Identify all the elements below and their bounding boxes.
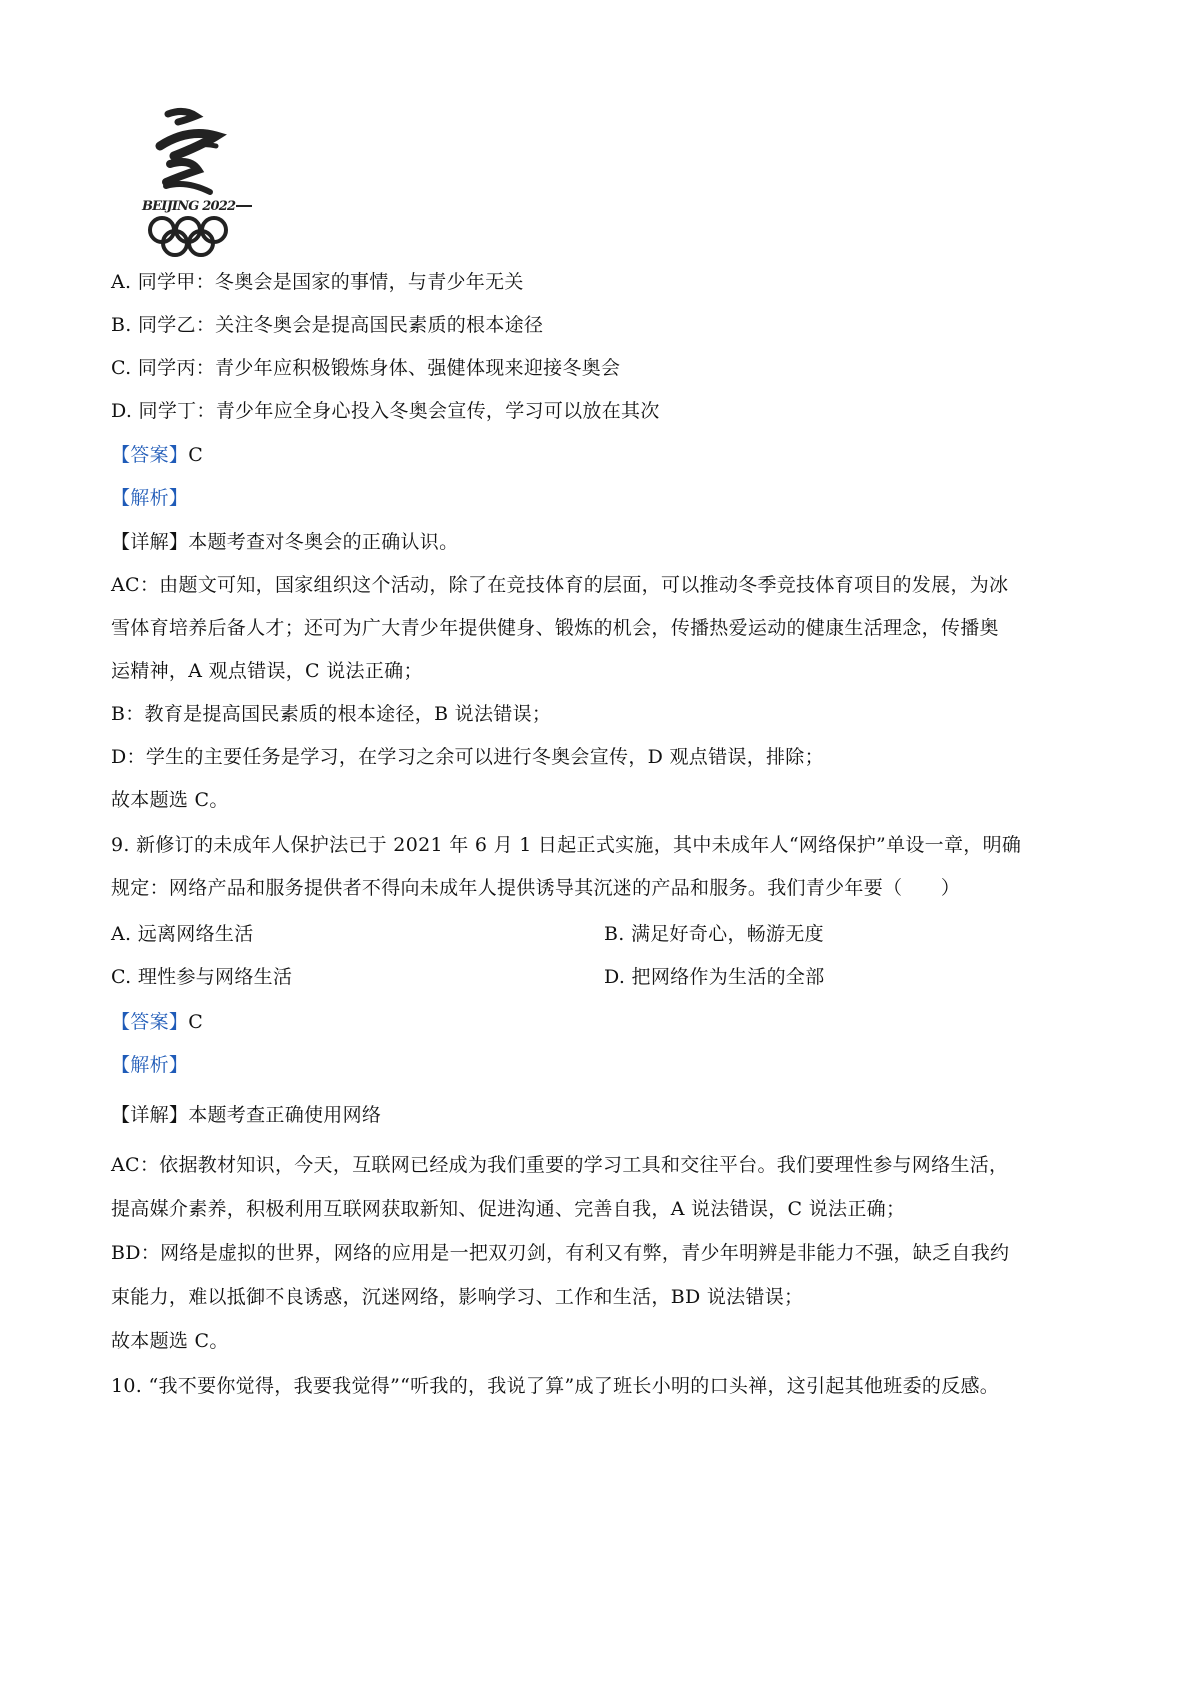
q8-detail-ac-1: AC：由题文可知，国家组织这个活动，除了在竞技体育的层面，可以推动冬季竞技体育项目的发展，为冰 (111, 574, 1009, 596)
q9-stem-2: 规定：网络产品和服务提供者不得向未成年人提供诱导其沉迷的产品和服务。我们青少年要（ ） (111, 877, 961, 899)
q9-conclusion: 故本题选 C。 (111, 1330, 229, 1352)
q8-detail-ac-2: 雪体育培养后备人才；还可为广大青少年提供健身、锻炼的机会，传播热爱运动的健康生活理念，传播奥 (111, 617, 999, 639)
q9-option-a: A. 远离网络生活 (111, 923, 254, 945)
q9-option-d: D. 把网络作为生活的全部 (604, 966, 825, 988)
q9-detail-heading: 【详解】本题考查正确使用网络 (111, 1104, 382, 1126)
q8-detail-heading: 【详解】本题考查对冬奥会的正确认识。 (111, 531, 459, 553)
q8-conclusion: 故本题选 C。 (111, 789, 229, 811)
q9-detail-bd-2: 束能力，难以抵御不良诱惑，沉迷网络，影响学习、工作和生活，BD 说法错误； (111, 1286, 804, 1308)
beijing-2022-emblem-icon (140, 106, 270, 266)
q8-detail-b: B：教育是提高国民素质的根本途径，B 说法错误； (111, 703, 552, 725)
answer-tag: 【答案】 (111, 1011, 189, 1033)
q9-detail-ac-1: AC：依据教材知识，今天，互联网已经成为我们重要的学习工具和交往平台。我们要理性参与网络生活， (111, 1154, 1009, 1176)
answer-value: C (188, 1011, 204, 1033)
q9-detail-bd-1: BD：网络是虚拟的世界，网络的应用是一把双刃剑，有利又有弊，青少年明辨是非能力不强，缺乏自我约 (111, 1242, 1010, 1264)
q8-option-b: B. 同学乙：关注冬奥会是提高国民素质的根本途径 (111, 314, 544, 336)
q9-option-c: C. 理性参与网络生活 (111, 966, 293, 988)
q9-answer (111, 1010, 203, 1034)
q10-stem-1: 10. “我不要你觉得，我要我觉得”“听我的，我说了算”成了班长小明的口头禅，这引起其他班委的反感。 (111, 1375, 1000, 1397)
q8-detail-d: D：学生的主要任务是学习，在学习之余可以进行冬奥会宣传，D 观点错误，排除； (111, 746, 824, 768)
q9-stem-1: 9. 新修订的未成年人保护法已于 2021 年 6 月 1 日起正式实施，其中未成年人“网络保护”单设一章，明确 (111, 834, 1022, 856)
answer-value: C (188, 444, 204, 466)
q8-option-c: C. 同学丙：青少年应积极锻炼身体、强健体现来迎接冬奥会 (111, 357, 621, 379)
q8-answer (111, 443, 203, 467)
q8-option-d: D. 同学丁：青少年应全身心投入冬奥会宣传，学习可以放在其次 (111, 400, 660, 422)
svg-text:BEIJING 2022: BEIJING 2022 (142, 199, 236, 214)
q9-option-b: B. 满足好奇心，畅游无度 (604, 923, 824, 945)
q9-detail-ac-2: 提高媒介素养，积极利用互联网获取新知、促进沟通、完善自我，A 说法错误，C 说法正确； (111, 1198, 906, 1220)
q8-option-a: A. 同学甲：冬奥会是国家的事情，与青少年无关 (111, 271, 524, 293)
q9-analysis-tag: 【解析】 (111, 1054, 189, 1076)
answer-tag: 【答案】 (111, 444, 189, 466)
q8-analysis-tag: 【解析】 (111, 487, 189, 509)
q8-detail-ac-3: 运精神，A 观点错误，C 说法正确； (111, 660, 423, 682)
